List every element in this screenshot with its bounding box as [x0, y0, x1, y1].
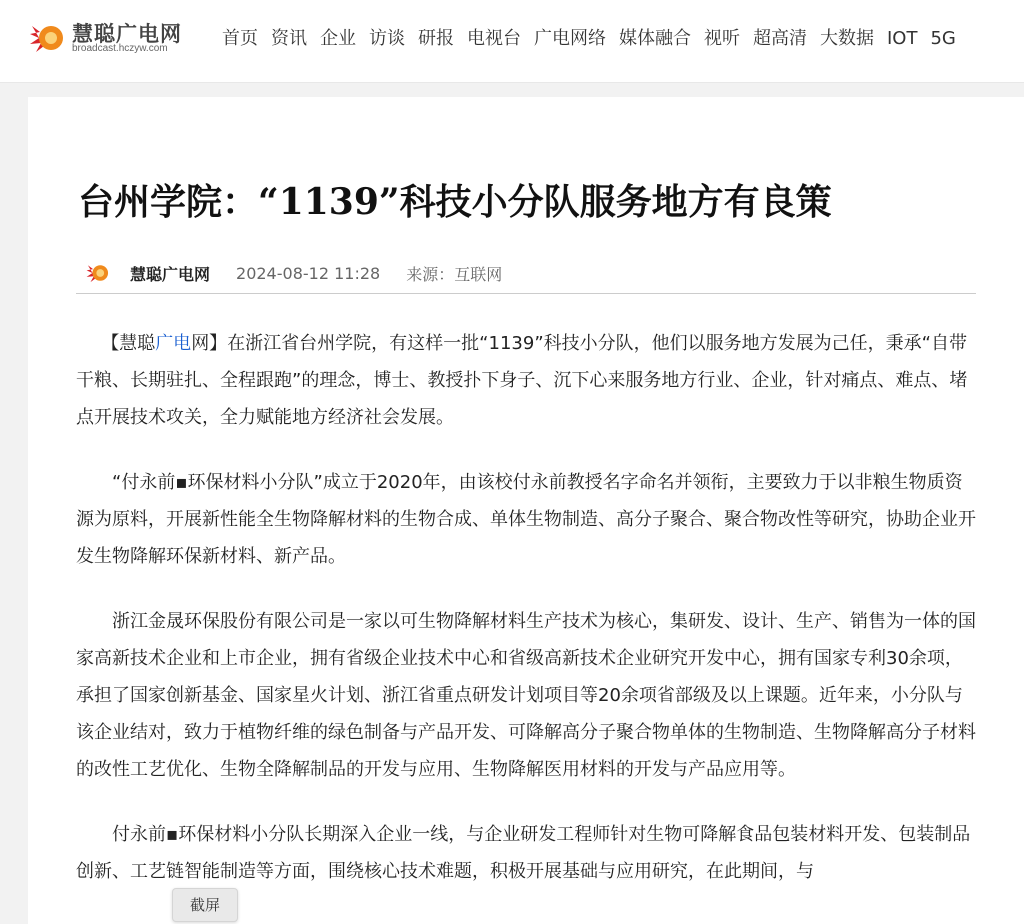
- broadcast-link[interactable]: 广电: [155, 333, 192, 354]
- article-paragraph-1: [76, 325, 976, 436]
- logo-text: 慧聪广电网: [72, 22, 182, 46]
- nav-item-broadcast-network[interactable]: 广电网络: [534, 28, 606, 49]
- logo-url: broadcast.hczyw.com: [72, 43, 168, 54]
- paragraph-1-text: 在浙江省台州学院，有这样一批“1139”科技小分队，他们以服务地方发展为己任，秉承“自带干粮、长期驻扎、全程跟跑”的理念，博士、教授扑下身子、沉下心来服务地方行业、企业，针对痛点、难点、堵点开展技术攻关，全力赋能地方经济社会发展。: [76, 333, 968, 428]
- article-paragraph-3: 浙江金晟环保股份有限公司是一家以可生物降解材料生产技术为核心，集研发、设计、生产、销售为一体的国家高新技术企业和上市企业，拥有省级企业技术中心和省级高新技术企业研究开发中心，拥有国家专利30余项，承担了国家创新基金、国家星火计划、浙江省重点研发计划项目等20余项省部级及以上课题。近年来，小分队与该企业结对，致力于植物纤维的绿色制备与产品开发、可降解高分子聚合物单体的生物制造、生物降解高分子材料的改性工艺优化、生物全降解制品的开发与应用、生物降解医用材料的开发与产品应用等。: [76, 611, 976, 780]
- article-source: 互联网: [454, 264, 503, 284]
- logo-icon: [26, 18, 66, 58]
- meta-divider: [76, 293, 976, 294]
- nav-item-big-data[interactable]: 大数据: [820, 28, 874, 49]
- nav-item-enterprise[interactable]: 企业: [320, 28, 356, 49]
- nav-item-audiovisual[interactable]: 视听: [704, 28, 740, 49]
- nav-item-iot[interactable]: IOT: [887, 28, 918, 49]
- nav-item-research[interactable]: 研报: [418, 28, 454, 49]
- nav-item-uhd[interactable]: 超高清: [753, 28, 807, 49]
- nav-item-interview[interactable]: 访谈: [369, 28, 405, 49]
- nav-item-5g[interactable]: 5G: [930, 28, 956, 49]
- article-paragraph-4: 付永前▪环保材料小分队长期深入企业一线，与企业研发工程师针对生物可降解食品包装材料开发、包装制品创新、工艺链智能制造等方面，围绕核心技术难题，积极开展基础与应用研究，在此期间，与: [76, 824, 971, 882]
- screenshot-button[interactable]: 截屏: [172, 888, 238, 922]
- nav-item-home[interactable]: 首页: [222, 28, 258, 49]
- article-date: 2024-08-12 11:28: [236, 263, 381, 283]
- article-paragraph-2: “付永前▪环保材料小分队”成立于2020年，由该校付永前教授名字命名并领衔，主要致力于以非粮生物质资源为原料，开展新性能全生物降解材料的生物合成、单体生物制造、高分子聚合、聚合物改性等研究，协助企业开发生物降解环保新材料、新产品。: [76, 472, 976, 567]
- nav-item-tv[interactable]: 电视台: [467, 28, 521, 49]
- author-avatar-icon: [84, 260, 110, 286]
- source-tag-open: 【慧聪: [101, 333, 156, 354]
- nav-item-media-convergence[interactable]: 媒体融合: [619, 28, 691, 49]
- site-logo[interactable]: [26, 16, 186, 60]
- nav-item-news[interactable]: 资讯: [271, 28, 307, 49]
- main-nav: [222, 27, 969, 51]
- article-author[interactable]: 慧聪广电网: [130, 264, 211, 284]
- article-title: 台州学院：“1139”科技小分队服务地方有良策: [78, 181, 832, 223]
- top-header: [0, 0, 1024, 83]
- article-meta: [84, 259, 502, 287]
- article-body: [76, 325, 976, 918]
- source-tag-close: 网】: [191, 333, 228, 354]
- source-label: 来源：: [406, 264, 455, 284]
